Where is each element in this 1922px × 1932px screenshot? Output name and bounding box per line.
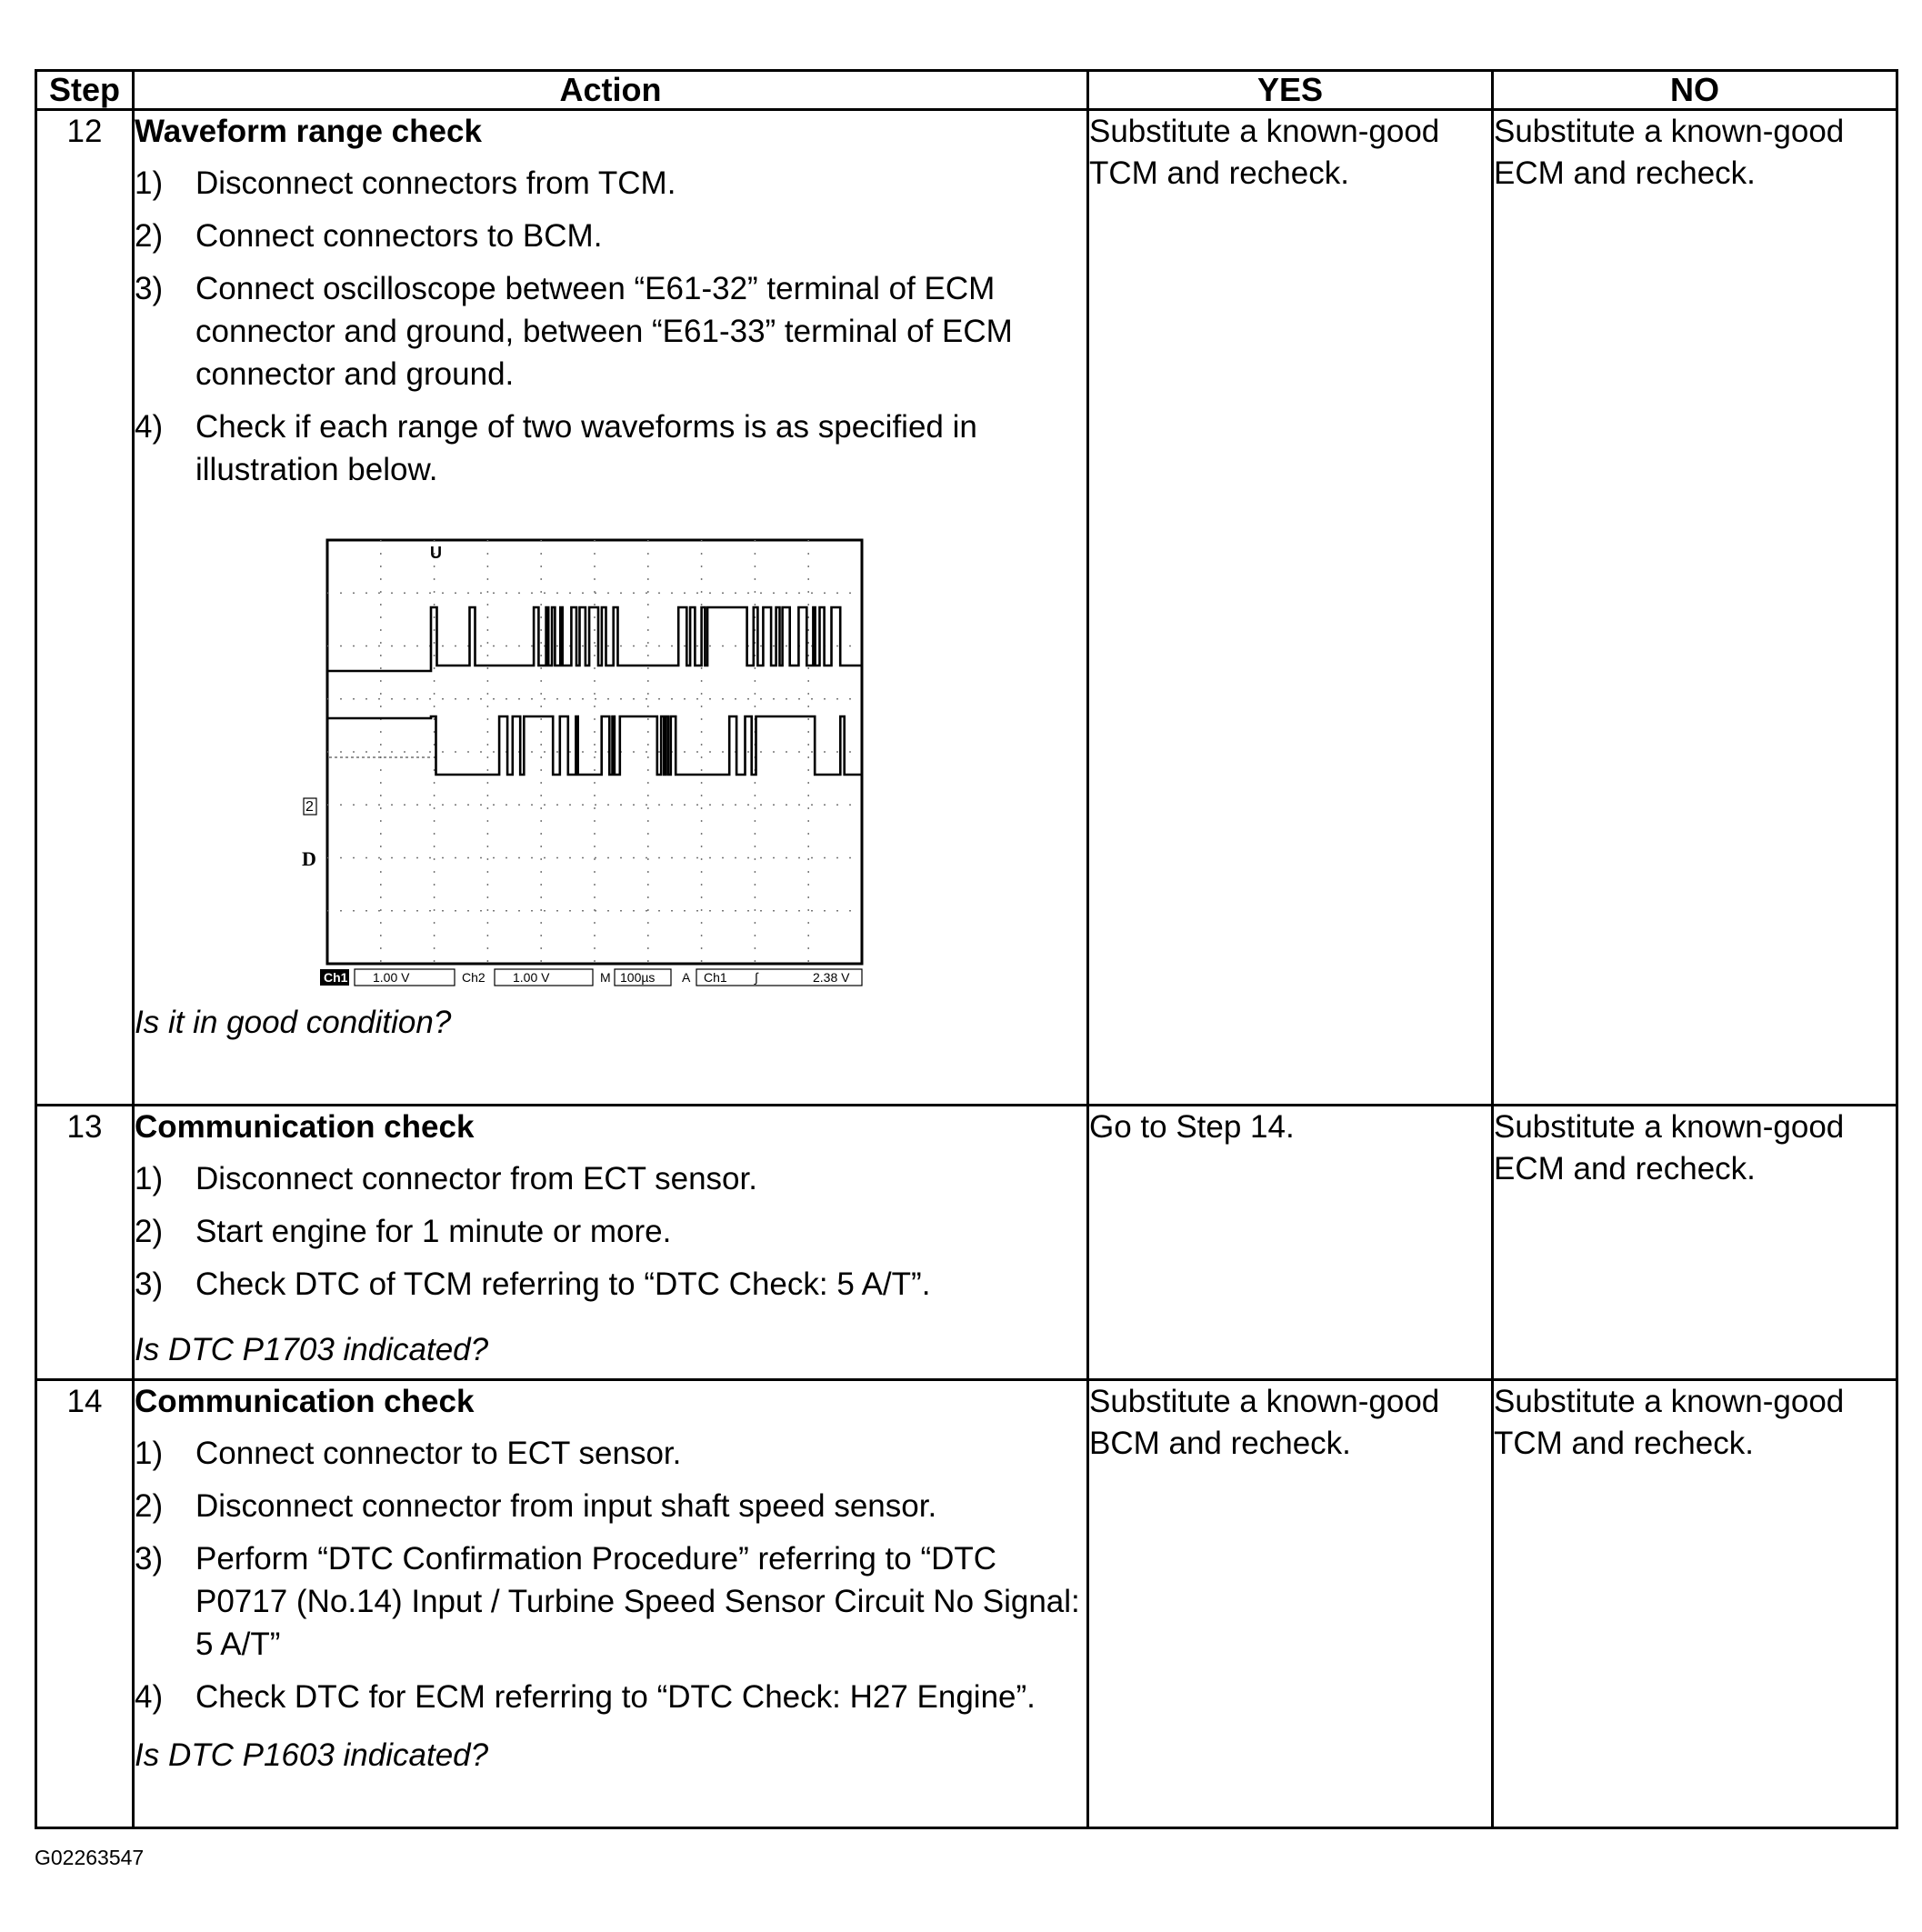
yes-cell: Substitute a known-good TCM and recheck. xyxy=(1088,110,1493,1106)
no-cell: Substitute a known-good ECM and recheck. xyxy=(1493,110,1897,1106)
action-cell xyxy=(134,1106,1088,1380)
step-number: 12 xyxy=(36,110,134,1106)
item-number: 1) xyxy=(135,1161,164,1196)
action-cell xyxy=(134,110,1088,1106)
item-text: Disconnect connectors from TCM. xyxy=(195,165,676,201)
item-text: Perform “DTC Confirmation Procedure” referring to “DTC P0717 (No.14) Input / Turbine Speed Sensor Circuit No Signal: 5 A/T” xyxy=(195,1541,1080,1662)
procedure-list xyxy=(135,1432,1086,1718)
action-cell xyxy=(134,1380,1088,1828)
yes-cell: Substitute a known-good BCM and recheck. xyxy=(1088,1380,1493,1828)
header-action: Action xyxy=(134,71,1088,110)
list-item xyxy=(135,162,1086,205)
step-title: Communication check xyxy=(135,1109,475,1145)
list-item xyxy=(135,1537,1086,1666)
scope-status-bar xyxy=(320,969,862,986)
oscilloscope-screen xyxy=(302,536,867,991)
yes-cell: Go to Step 14. xyxy=(1088,1106,1493,1380)
trigger-level: 2.38 V xyxy=(813,970,850,985)
oscilloscope-illustration xyxy=(302,536,867,991)
item-number: 1) xyxy=(135,1436,164,1471)
item-text: Disconnect connector from ECT sensor. xyxy=(195,1161,757,1196)
trigger-label: A xyxy=(682,970,691,985)
no-cell: Substitute a known-good TCM and recheck. xyxy=(1493,1380,1897,1828)
list-item xyxy=(135,1263,1086,1306)
trigger-channel: Ch1 xyxy=(704,970,727,985)
table-row xyxy=(36,1380,1897,1828)
header-yes: YES xyxy=(1088,71,1493,110)
trigger-position-marker: U xyxy=(430,544,442,562)
table-row xyxy=(36,110,1897,1106)
trigger-slope: ∫ xyxy=(755,970,758,985)
ch2-scale: 1.00 V xyxy=(513,970,550,985)
ch2-ground-marker: 2 xyxy=(305,799,314,815)
figure-code: G02263547 xyxy=(35,1846,145,1869)
item-number: 3) xyxy=(135,1266,164,1302)
step-question: Is DTC P1703 indicated? xyxy=(135,1332,489,1367)
table-row xyxy=(36,1106,1897,1380)
item-number: 4) xyxy=(135,1679,164,1715)
procedure-list xyxy=(135,1157,1086,1306)
item-number: 4) xyxy=(135,409,164,445)
step-title: Waveform range check xyxy=(135,114,482,149)
time-scale: 100µs xyxy=(620,970,656,985)
time-label: M xyxy=(600,970,611,985)
header-step: Step xyxy=(36,71,134,110)
list-item xyxy=(135,215,1086,257)
diagnostic-table xyxy=(35,69,1898,1829)
item-number: 2) xyxy=(135,218,164,254)
procedure-list xyxy=(135,162,1086,491)
list-item xyxy=(135,1485,1086,1527)
item-text: Check DTC of TCM referring to “DTC Check: 5 A/T”. xyxy=(195,1266,931,1302)
list-item xyxy=(135,1210,1086,1253)
item-text: Check if each range of two waveforms is as specified in illustration below. xyxy=(195,409,977,487)
ch1-label: Ch1 xyxy=(324,970,348,985)
step-title: Communication check xyxy=(135,1384,475,1419)
header-row xyxy=(36,71,1897,110)
item-text: Connect oscilloscope between “E61-32” terminal of ECM connector and ground, between “E61-33” terminal of ECM connector and ground. xyxy=(195,271,1013,392)
list-item xyxy=(135,1676,1086,1718)
list-item xyxy=(135,1157,1086,1200)
ch1-scale: 1.00 V xyxy=(373,970,410,985)
item-text: Start engine for 1 minute or more. xyxy=(195,1214,672,1249)
ch1-ground-marker: D xyxy=(302,847,316,870)
no-cell: Substitute a known-good ECM and recheck. xyxy=(1493,1106,1897,1380)
step-number: 13 xyxy=(36,1106,134,1380)
item-number: 2) xyxy=(135,1488,164,1524)
item-text: Connect connector to ECT sensor. xyxy=(195,1436,682,1471)
item-number: 3) xyxy=(135,1541,164,1577)
step-question: Is it in good condition? xyxy=(135,1005,452,1040)
header-no: NO xyxy=(1493,71,1897,110)
list-item xyxy=(135,267,1086,395)
item-text: Check DTC for ECM referring to “DTC Check: H27 Engine”. xyxy=(195,1679,1036,1715)
ch2-label: Ch2 xyxy=(462,970,486,985)
list-item xyxy=(135,1432,1086,1475)
item-text: Connect connectors to BCM. xyxy=(195,218,603,254)
item-text: Disconnect connector from input shaft speed sensor. xyxy=(195,1488,937,1524)
item-number: 3) xyxy=(135,271,164,306)
list-item xyxy=(135,405,1086,491)
step-number: 14 xyxy=(36,1380,134,1828)
item-number: 2) xyxy=(135,1214,164,1249)
step-question: Is DTC P1603 indicated? xyxy=(135,1737,489,1773)
item-number: 1) xyxy=(135,165,164,201)
